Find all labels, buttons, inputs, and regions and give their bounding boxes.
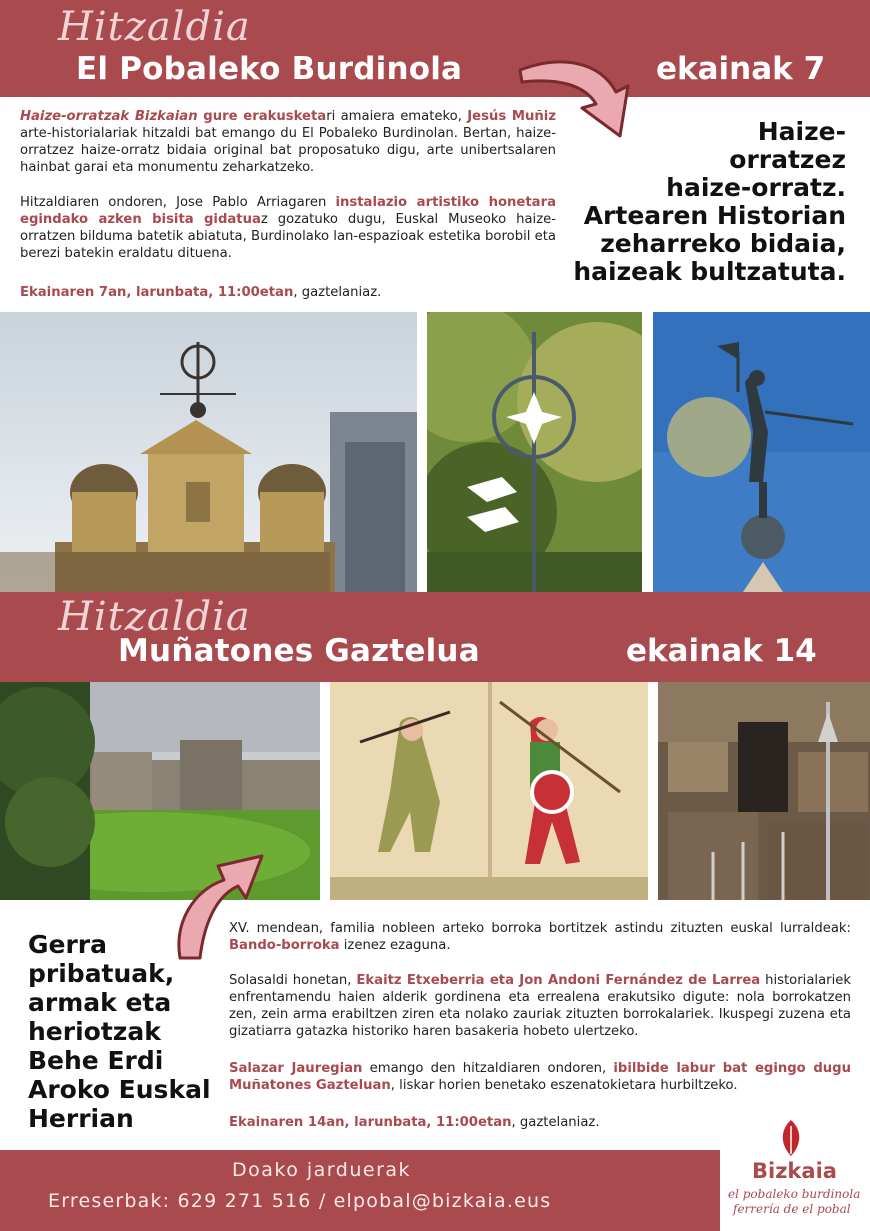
event2-visit-paragraph: Salazar Jauregian emango den hitzaldiaren ondoren, ibilbide labur bat egingo dugu Muñatones Gazteluan, liskar horien benetako eszenatokietara hurbiltzeko. xyxy=(229,1061,851,1093)
free-activities-text: Doako jarduerak xyxy=(232,1159,412,1181)
event-date-1: ekainak 7 xyxy=(656,51,826,87)
logo-name: Bizkaia xyxy=(752,1159,837,1183)
venue-title-1: El Pobaleko Burdinola xyxy=(76,51,463,87)
event1-intro-paragraph: Haize-orratzak Bizkaian gure erakusketari amaiera emateko, Jesús Muñiz arte-historialariak hitzaldi bat emango du El Pobaleko Burdinolan. Bertan, haize-orratzez haize-orratz bidaia original bat proposatuko digu, arte unibertsalaren hainbat garai eta monumentu zeharkatzeko. xyxy=(20,109,556,175)
event2-intro-paragraph: XV. mendean, familia nobleen arteko borroka bortitzek astindu zituzten euskal lurraldeak: Bando-borroka izenez ezaguna. xyxy=(229,921,851,953)
event1-time-paragraph: Ekainaren 7an, larunbata, 11:00etan, gaztelaniaz. xyxy=(20,285,382,300)
photo-stone-wall-weapons xyxy=(658,682,870,900)
talk-label-2: Hitzaldia xyxy=(58,594,251,640)
event-date-2: ekainak 14 xyxy=(626,633,817,669)
logo-subtitle-1: el pobaleko burdinola xyxy=(728,1187,861,1201)
logo-subtitle-2: ferrería de el pobal xyxy=(733,1202,851,1216)
photo-castle xyxy=(0,682,320,900)
venue-title-2: Muñatones Gaztelua xyxy=(118,633,480,669)
reservations-text: Erreserbak: 629 271 516 / elpobal@bizkaia.eus xyxy=(48,1190,552,1212)
event1-detail-paragraph: Hitzaldiaren ondoren, Jose Pablo Arriagaren instalazio artistiko honetara egindako azken bisita gidatuaz gozatuko dugu, Euskal Museoko haize-orratzen bilduma batetik abiatuta, Burdinolako lan-espazioak estetika borobil eta berezi batekin eraldatu dituena. xyxy=(20,195,556,261)
photo-medieval-illustration xyxy=(330,682,648,900)
event2-time-paragraph: Ekainaren 14an, larunbata, 11:00etan, gaztelaniaz. xyxy=(229,1115,600,1130)
photo-figure-weathervane xyxy=(653,312,870,592)
photo-wrought-iron-weathervane xyxy=(427,312,642,592)
event2-detail-paragraph: Solasaldi honetan, Ekaitz Etxeberria eta Jon Andoni Fernández de Larrea historialariek enfrentamendu haien alderik gordinena eta errealena erakutsiko digute: nola borrokatzen zen, zein arma erabiltzen ziren eta nolako zauriak zituzten borrokalariek. Ikuspegi zuzena eta gizatiarra gatazka historiko haren basakeria hobeto ulertzeko. xyxy=(229,973,851,1039)
photo-building-weathervane xyxy=(0,312,417,592)
event1-tagline: Haize- orratzez haize-orratz. Artearen Historian zeharreko bidaia, haizeak bultzatuta. xyxy=(573,117,846,286)
talk-label-1: Hitzaldia xyxy=(58,4,251,50)
event2-tagline: Gerra pribatuak, armak eta heriotzak Behe Erdi Aroko Euskal Herrian xyxy=(28,930,211,1133)
bizkaia-leaf-icon xyxy=(776,1118,806,1158)
